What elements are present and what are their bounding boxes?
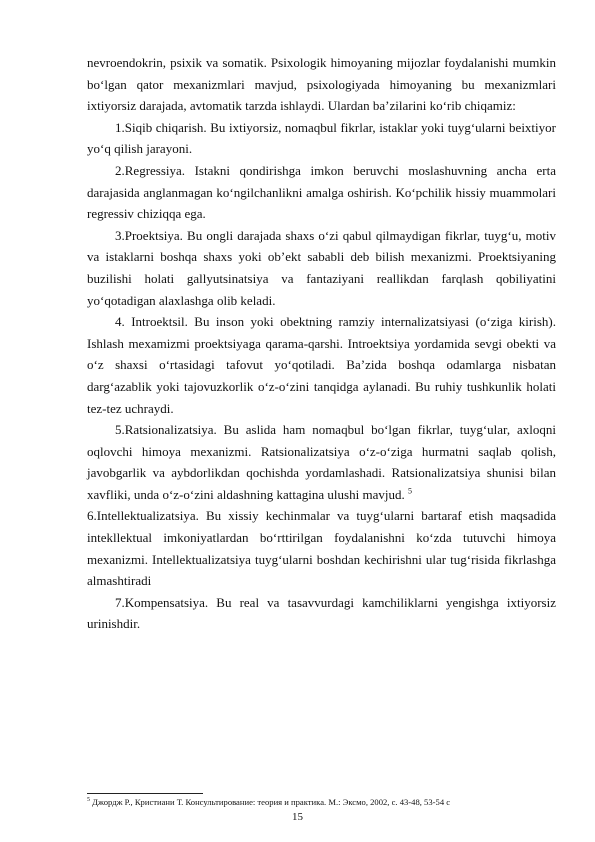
paragraph-compensation: 7.Kompensatsiya. Bu real va tasavvurdagi kamchiliklarni yengishga ixtiyorsiz urinishdir.	[87, 594, 556, 632]
footnote-number: 5	[87, 797, 90, 804]
paragraph-repression: 1.Siqib chiqarish. Bu ixtiyorsiz, nomaqbul fikrlar, istaklar yoki tuyg‘ularni beixtiyor yo‘q qilish jarayoni.	[87, 119, 556, 157]
footnote	[87, 797, 556, 808]
paragraph-intellectualization: 6.Intellektualizatsiya. Bu xissiy kechinmalar va tuyg‘ularni bartaraf etish maqsadida intekllektual imkoniyatlardan bo‘rttirilgan foydalanishni ko‘zda tutuvchi himoya mexanizmi. Intellektualizatsiya tuyg‘ularni boshdan kechirishni ular tug‘risida fikrlashga almashtiradi	[87, 508, 556, 589]
footnote-reference[interactable]: 5	[407, 486, 412, 496]
footnote-divider	[87, 793, 203, 794]
page-body	[87, 52, 556, 635]
paragraph-rationalization-text: 5.Ratsionalizatsiya. Bu aslida ham nomaqbul bo‘lgan fikrlar, tuyg‘ular, axloqni oqlovchi himoya mexanizmi. Ratsionalizatsiya o‘z-o‘ziga hurmatni saqlab qolish, javobgarlik va aybdorlikdan qochishda yordamlashadi. Ratsionalizatsiya shunisi bilan xavfliki, unda o‘z-o‘zini aldashning kattagina ulushi mavjud.	[87, 422, 556, 502]
paragraph-regression: 2.Regressiya. Istakni qondirishga imkon beruvchi moslashuvning ancha erta darajasida anglanmagan ko‘ngilchanlikni amalga oshirish. Ko‘pchilik hissiy muammolari regressiv chiziqqa ega.	[87, 162, 556, 222]
paragraph-projection: 3.Proektsiya. Bu ongli darajada shaxs o‘zi qabul qilmaydigan fikrlar, tuyg‘u, motiv va istaklarni boshqa shaxs yoki ob’ekt sababli deb bilish mexanizmi. Proektsiyaning buzilishi holati gallyutsinatsiya va fantaziyani reallikdan farqlash qobiliyatini yo‘qotadigan alaxlashga olib keladi.	[87, 227, 556, 308]
paragraph-intro: nevroendokrin, psixik va somatik. Psixologik himoyaning mijozlar foydalanishi mumkin bo‘lgan qator mexanizmlari mavjud, psixologiyada himoyaning bu mexanizmlari ixtiyorsiz darajada, avtomatik tarzda ishlaydi. Ulardan ba’zilarini ko‘rib chiqamiz:	[87, 55, 556, 114]
paragraph-rationalization	[87, 419, 556, 505]
paragraph-introjection: 4. Introektsil. Bu inson yoki obektning ramziy internalizatsiyasi (o‘ziga kirish). Ishlash mexamizmi proektsiyaga qarama-qarshi. Introektsiya yordamida sevgi obekti va o‘z shaxsi o‘rtasidagi tafovut yo‘qotiladi. Ba’zida boshqa odamlarga nisbatan darg‘azablik yoki tajovuzkorlik o‘z-o‘zini tanqidga aylanadi. Bu ruhiy tushkunlik holati tez-tez uchraydi.	[87, 314, 556, 416]
footnote-text: Джордж Р., Кристиани Т. Консультирование: теория и практика. М.: Эксмо, 2002, с. 43-48, 53-54 с	[90, 797, 451, 807]
page-number: 15	[292, 811, 303, 823]
